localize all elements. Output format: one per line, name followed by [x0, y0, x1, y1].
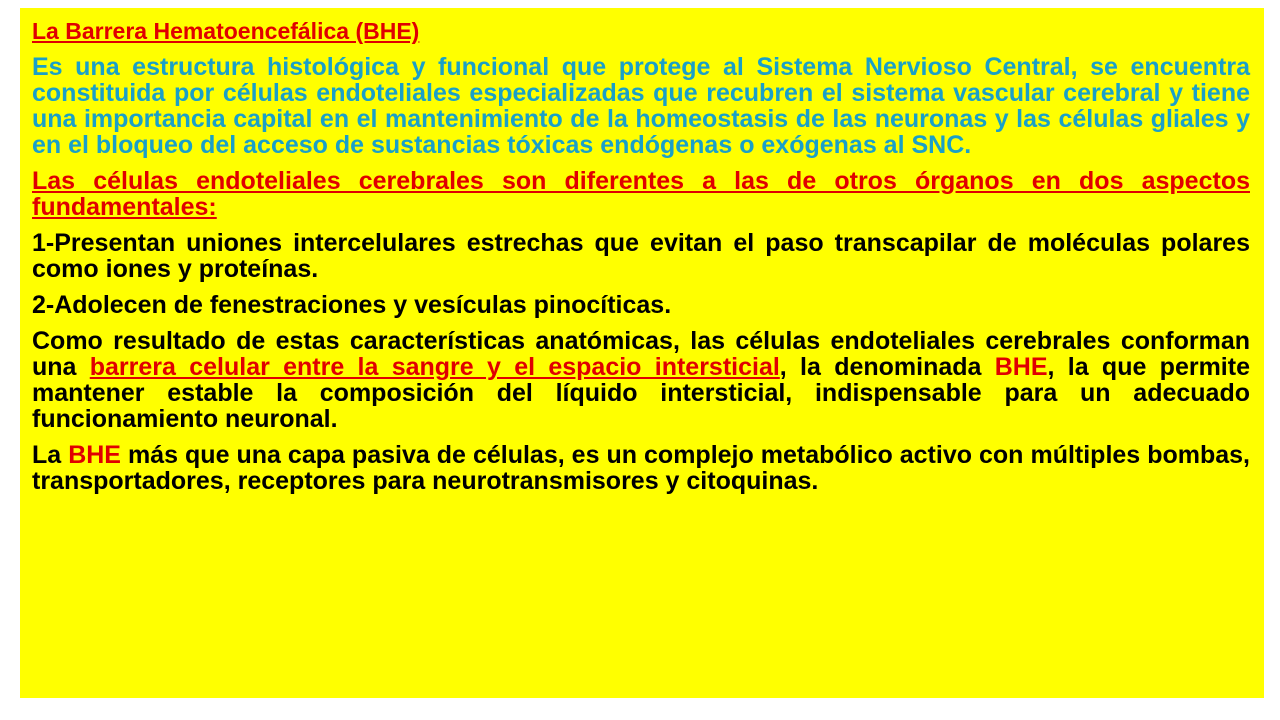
result-text-3: , la que permite mantener estable la composición del líquido intersticial, indispensable para un adecuado funcionamiento neuronal. [32, 353, 1250, 433]
barrier-highlight: barrera celular entre la sangre y el espacio intersticial [89, 353, 780, 381]
point-1: 1-Presentan uniones intercelulares estrechas que evitan el paso transcapilar de moléculas polares como iones y proteínas. [32, 229, 1250, 283]
result-text-2: , la denominada [779, 353, 995, 381]
final-text-2: más que una capa pasiva de células, es un complejo metabólico activo con múltiples bombas, transportadores, receptores para neurotransmisores y citoquinas. [32, 441, 1251, 495]
slide-content [32, 18, 1250, 504]
slide [20, 8, 1264, 698]
final-text-1: La [32, 441, 69, 469]
bhe-term-final: BHE [68, 441, 121, 469]
intro-paragraph: Es una estructura histológica y funcional que protege al Sistema Nervioso Central, se encuentra constituida por células endoteliales especializadas que recubren el sistema vascular cerebral y tiene una importancia capital en el mantenimiento de la homeostasis de las neuronas y las células gliales y en el bloqueo del acceso de sustancias tóxicas endógenas o exógenas al SNC. [32, 53, 1250, 159]
final-paragraph [32, 442, 1250, 494]
differences-heading: Las células endoteliales cerebrales son diferentes a las de otros órganos en dos aspectos fundamentales: [32, 167, 1250, 221]
slide-title: La Barrera Hematoencefálica (BHE) [32, 18, 420, 44]
result-paragraph [32, 328, 1250, 432]
result-text-1: Como resultado de estas características anatómicas, las células endoteliales cerebrales conforman una [32, 327, 1250, 381]
point-2: 2-Adolecen de fenestraciones y vesículas pinocíticas. [32, 291, 672, 319]
bhe-term: BHE [994, 353, 1048, 381]
